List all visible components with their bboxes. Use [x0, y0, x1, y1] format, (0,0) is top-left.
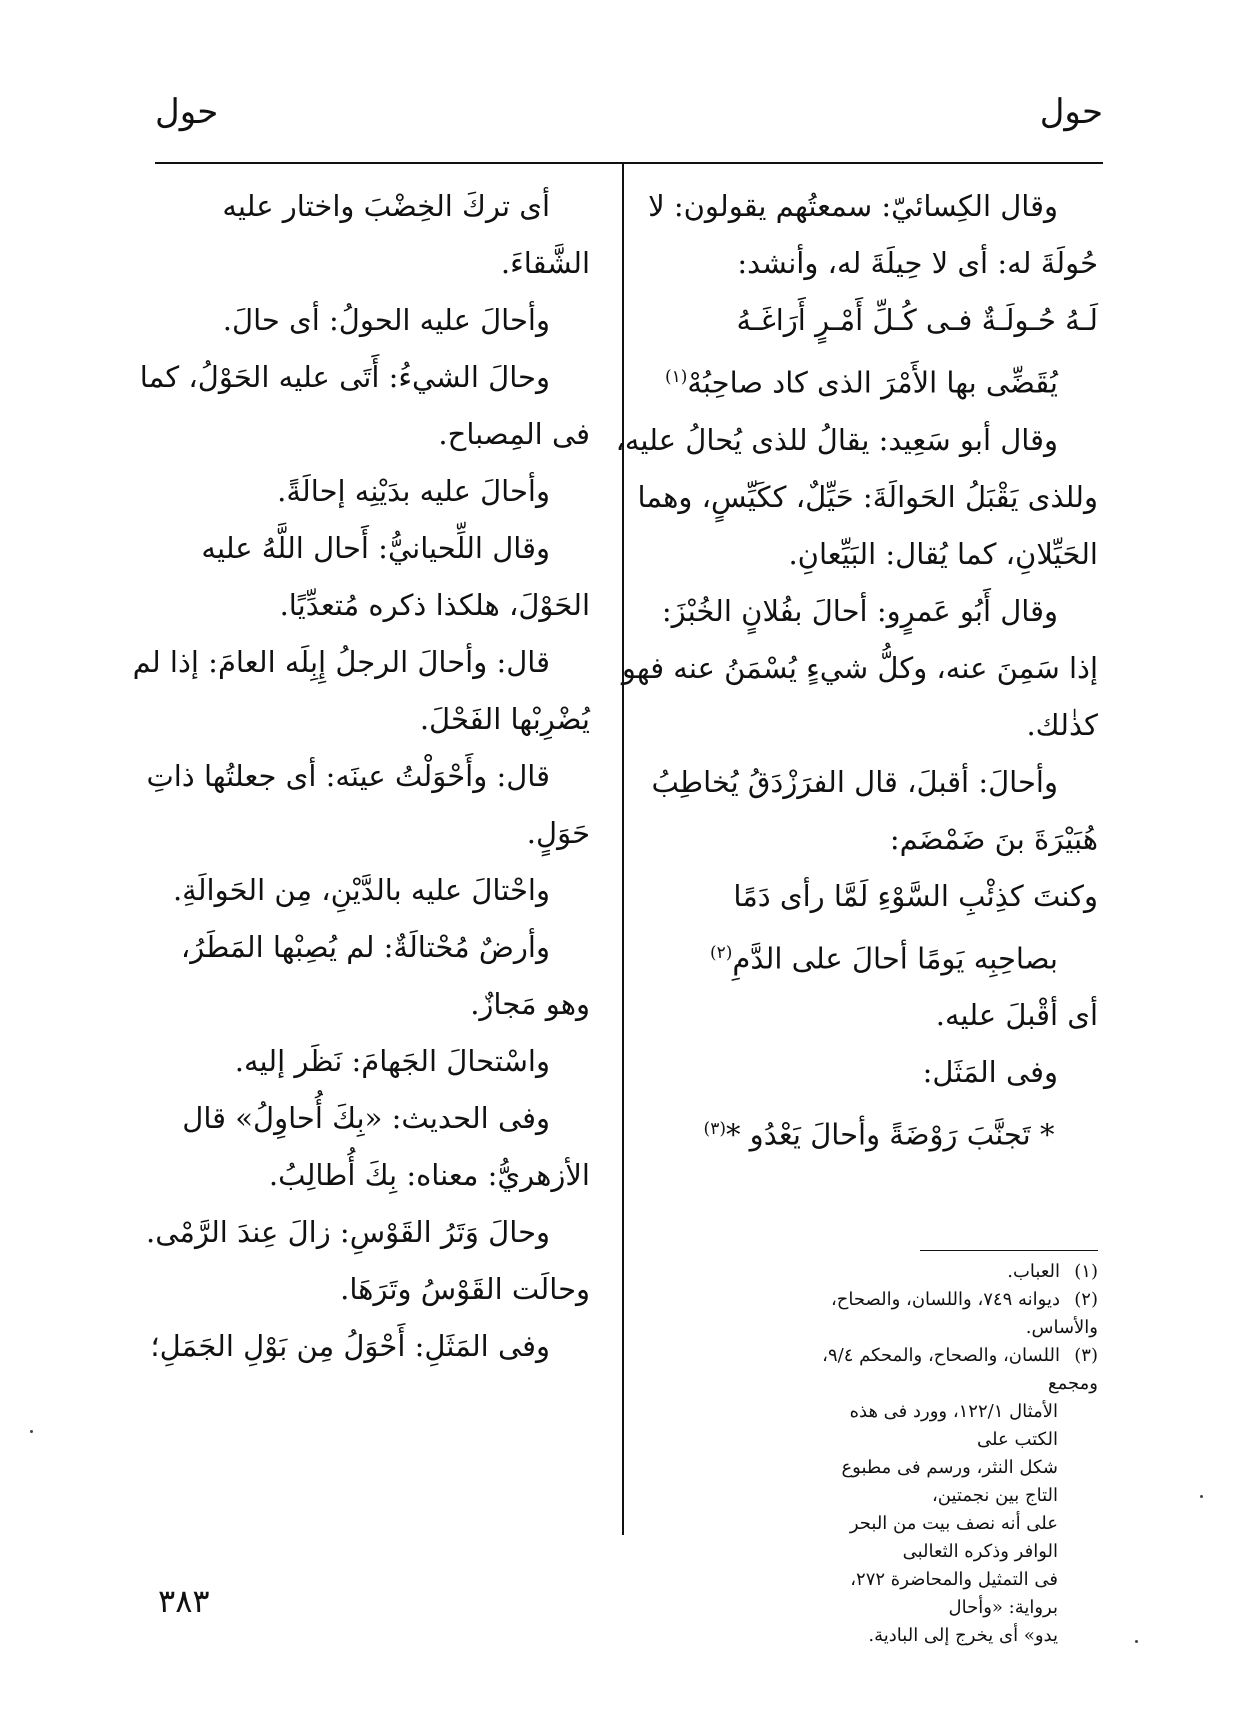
text-line: الأزهريُّ: معناه: بِكَ أُطالِبُ.: [268, 1158, 590, 1192]
text-line: وأحالَ: أقبلَ، قال الفرَزْدَقُ يُخاطِبُ: [651, 764, 1058, 799]
text-line: يُضْرِبْها الفَحْلَ.: [419, 702, 590, 736]
text-line: قال: وأَحْوَلْتُ عينَه: أى جعلتُها ذاتِ: [146, 759, 550, 793]
verse-line: يُقَضِّى بها الأَمْرَ الذى كاد صاحِبُهْ$^{(١)}$: [664, 365, 1058, 400]
header-rule: [155, 162, 1103, 164]
text-line: وفى المَثَلِ: أَحْوَلُ مِن بَوْلِ الجَمَلِ؛: [150, 1329, 550, 1363]
footnote-rule: [920, 1250, 1098, 1251]
text-line: وقال أَبُو عَمرٍو: أحالَ بفُلانٍ الخُبْزَ:: [661, 593, 1058, 628]
verse-line: لَـهُ حُـولَـةٌ فـى كُـلِّ أَمْـرٍ أَرَاغَـهُ: [736, 303, 1098, 337]
text-line: وأحالَ عليه بدَيْنِه إحالَةً.: [277, 474, 550, 508]
footnote-continuation: على أنه نصف بيت من البحر الوافر وذكره الثعالبى: [849, 1513, 1058, 1562]
text-line: كذٰلك.: [1026, 707, 1098, 742]
scan-speck: [1200, 1495, 1203, 1498]
text-line: فى المِصباح.: [438, 417, 590, 451]
text-line: وحالَ وَتَرُ القَوْسِ: زالَ عِندَ الرَّمْى.: [146, 1215, 550, 1249]
running-header-right: حول: [1039, 92, 1103, 132]
text-line: وهو مَجازٌ.: [470, 987, 590, 1021]
footnote: (٢)ديوانه ٧٤٩، واللسان، والصحاح، والأساس.: [830, 1289, 1098, 1338]
text-line: وقال أبو سَعِيد: يقالُ للذى يُحالُ عليه،: [615, 422, 1058, 457]
text-line: قال: وأحالَ الرجلُ إِبِلَه العامَ: إذا لم: [132, 645, 550, 679]
left-column: [132, 178, 590, 1375]
footnote-continuation: الأمثال ١٢٢/١، وورد فى هذه الكتب على: [849, 1401, 1058, 1450]
page-number: ٣٨٣: [158, 1582, 210, 1620]
text-line: وقال اللِّحيانيُّ: أَحال اللَّهُ عليه: [201, 531, 550, 565]
footnote-continuation: شكل النثر، ورسم فى مطبوع التاج بين نجمتين،: [841, 1457, 1058, 1506]
running-header-left: حول: [155, 92, 219, 132]
text-line: واحْتالَ عليه بالدَّيْنِ، مِن الحَوالَةِ.: [172, 873, 550, 907]
scan-speck: [1135, 1640, 1138, 1643]
footnote: (٣)اللسان، والصحاح، والمحكم ٩/٤، ومجمع: [822, 1345, 1098, 1394]
footnote: (١)العباب.: [1007, 1261, 1098, 1282]
text-line: إذا سَمِنَ عنه، وكلُّ شيءٍ يُسْمَنُ عنه فهو: [621, 650, 1098, 685]
proverb-line: * تَجنَّبَ رَوْضَةً وأحالَ يَعْدُو *$^{(٣)}$: [703, 1117, 1055, 1152]
text-line: الحَوْلَ، هلكذا ذكره مُتعدِّيًا.: [279, 588, 590, 622]
scan-speck: [30, 1430, 33, 1433]
text-line: وحالَ الشيءُ: أَتَى عليه الحَوْلُ، كما: [139, 360, 550, 394]
footnote-marker: (٣): [703, 1119, 726, 1140]
text-line: الحَيِّلانِ، كما يُقال: البَيِّعانِ.: [788, 536, 1098, 571]
text-line: وحالَت القَوْسُ وتَرَهَا.: [340, 1272, 590, 1306]
footnote-marker: (١): [664, 367, 688, 387]
text-line: وللذى يَقْبَلُ الحَوالَةَ: حَيِّلٌ، ككَيِّسٍ، وهما: [637, 479, 1098, 514]
text-line: الشَّقاءَ.: [500, 246, 590, 280]
footnotes: [820, 1258, 1098, 1650]
verse-line: وكنتَ كذِئْبِ السَّوْءِ لَمَّا رأى دَمًا: [733, 878, 1098, 913]
right-column: [615, 178, 1098, 1164]
text-line: وأرضٌ مُحْتالَةٌ: لم يُصِبْها المَطَرُ،: [180, 930, 550, 964]
text-line: حَوَلٍ.: [526, 816, 590, 850]
text-line: واسْتحالَ الجَهامَ: نَظَر إليه.: [234, 1044, 550, 1078]
text-line: أى تركَ الخِضْبَ واختار عليه: [222, 189, 550, 223]
text-line: أى أقْبلَ عليه.: [935, 998, 1098, 1033]
text-line: وقال الكِسائيّ: سمعتُهم يقولون: لا: [648, 189, 1058, 223]
text-line: وأحالَ عليه الحولُ: أى حالَ.: [222, 303, 550, 337]
text-line: وفى المَثَل:: [922, 1055, 1058, 1090]
footnote-marker: (٢): [709, 942, 733, 963]
text-line: وفى الحديث: «بِكَ أُحاوِلُ» قال: [182, 1101, 550, 1135]
footnote-continuation: فى التمثيل والمحاضرة ٢٧٢، برواية: «وأحال: [850, 1569, 1058, 1618]
text-line: هُبَيْرَةَ بنَ ضَمْضَم:: [889, 821, 1098, 856]
verse-line: بصاحِبِه يَومًا أحالَ على الدَّمِ$^{(٢)}$: [709, 941, 1058, 976]
column-divider: [622, 162, 624, 1535]
text-line: حُولَةَ له: أى لا حِيلَةَ له، وأنشد:: [737, 246, 1098, 280]
footnote-continuation: يدو» أى يخرج إلى البادية.: [868, 1625, 1058, 1646]
